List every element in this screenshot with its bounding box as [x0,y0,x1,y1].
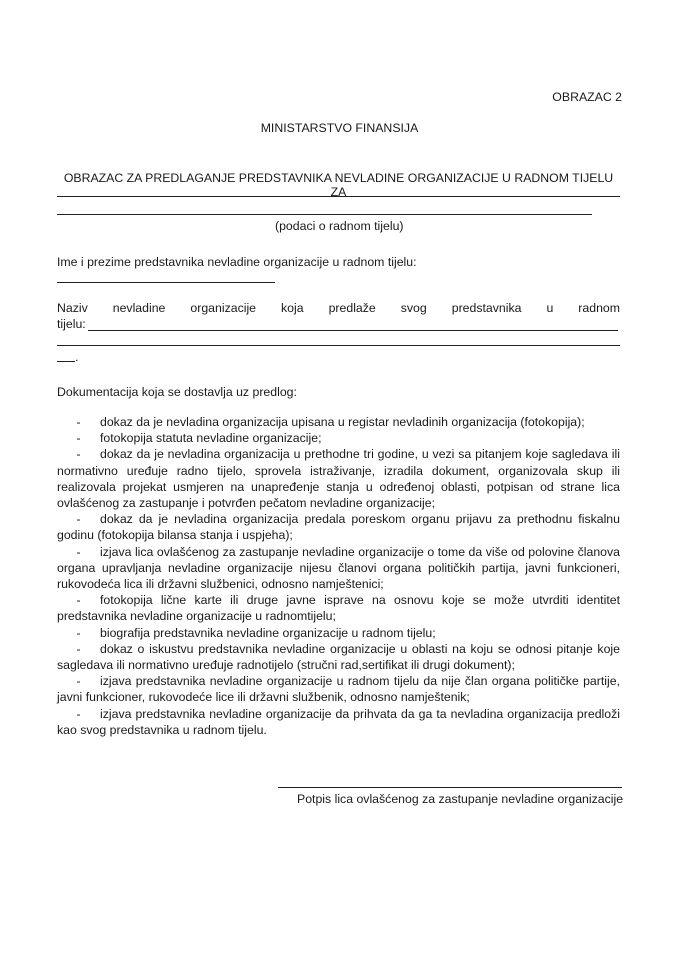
name-label: Ime i prezime predstavnika nevladine organizacije u radnom tijelu: [57,255,417,269]
bullet-dash: - [76,674,81,689]
org-end: . [75,350,79,364]
signature-caption: Potpis lica ovlašćenog za zastupanje nevladine organizacije [297,792,624,806]
bullet-dash: - [76,625,81,640]
org-label-cont: tijelu: [57,317,86,331]
bullet-dash: - [76,447,81,462]
ministry-heading: MINISTARSTVO FINANSIJA [260,121,419,135]
signature-line[interactable] [278,787,622,788]
docs-label: Dokumentacija koja se dostavlja uz predlog: [57,385,297,399]
document-item [57,673,620,705]
document-item [57,592,620,624]
document-item [57,625,620,641]
document-text: fotokopija lične karte ili druge javne isprave na osnovu koje se može utvrditi identitet predstavnika nevladine organizacije u radnomtijelu; [57,593,620,624]
document-text: biografija predstavnika nevladine organizacije u radnom tijelu; [100,625,436,640]
org-label: Naziv nevladine organizacije koja predlaže svog predstavnika u radnom [57,301,620,315]
org-blank-line-1[interactable] [88,330,618,331]
bullet-dash: - [76,512,81,527]
name-blank-line[interactable] [57,282,275,283]
blank-line-body-1[interactable] [57,196,620,197]
document-text: dokaz da je nevladina organizacija predala poreskom organu prijavu za prethodnu fiskalnu godinu (fotokopija bilansa stanja i uspjeha); [57,512,620,543]
document-text: izjava lica ovlašćenog za zastupanje nevladine organizacije o tome da više od polovine članova organa upravljanja nevladine organizacije nijesu članovi organa političkih partija, javni funkcioneri, rukovodeća lica ili državni službenici, odnosno namještenici; [57,544,620,592]
document-item [57,706,620,738]
bullet-dash: - [76,431,81,446]
document-text: izjava predstavnika nevladine organizacije da prihvata da ga ta nevladina organizacija predloži kao svog predstavnika u radnom tijelu. [57,706,620,737]
form-number: OBRAZAC 2 [552,90,622,104]
bullet-dash: - [76,593,81,608]
blank-line-body-2[interactable] [57,214,592,215]
documents-list [57,414,620,738]
document-text: dokaz da je nevladina organizacija upisana u registar nevladinih organizacija (fotokopija); [100,415,585,429]
body-note: (podaci o radnom tijelu) [275,219,404,233]
org-blank-line-2[interactable] [57,345,620,346]
document-item [57,414,620,430]
document-item [57,430,620,446]
document-item [57,446,620,511]
org-blank-line-3[interactable] [57,361,75,362]
document-item [57,641,620,673]
bullet-dash: - [76,641,81,656]
document-text: dokaz da je nevladina organizacija u prethodne tri godine, u vezi sa pitanjem koje sagledava ili normativno uređuje radno tijelo, sprovela istraživanje, izradila dokument, organizovala skup ili realizovala projekat usmjeren na unapređenje stanja u određenoj oblasti, potpisan od strane lica ovlašćenog za zastupanje i potvrđen pečatom nevladine organizacije; [57,447,620,511]
document-text: dokaz o iskustvu predstavnika nevladine organizacije u oblasti na koju se odnosi pitanje koje sagledava ili normativno uređuje radnotijelo (stručni rad,sertifikat ili drugi dokument); [57,641,620,673]
document-item [57,544,620,593]
bullet-dash: - [76,706,81,721]
document-item [57,511,620,543]
form-title: OBRAZAC ZA PREDLAGANJE PREDSTAVNIKA NEVLADINE ORGANIZACIJE U RADNOM TIJELU ZA [63,171,614,199]
document-text: izjava predstavnika nevladine organizacije u radnom tijelu da nije član organa političke partije, javni funkcioner, rukovodeće lice ili državni službenik, odnosno namještenik; [57,674,620,705]
bullet-dash: - [76,415,81,429]
bullet-dash: - [76,544,81,559]
document-text: fotokopija statuta nevladine organizacije; [100,431,322,446]
